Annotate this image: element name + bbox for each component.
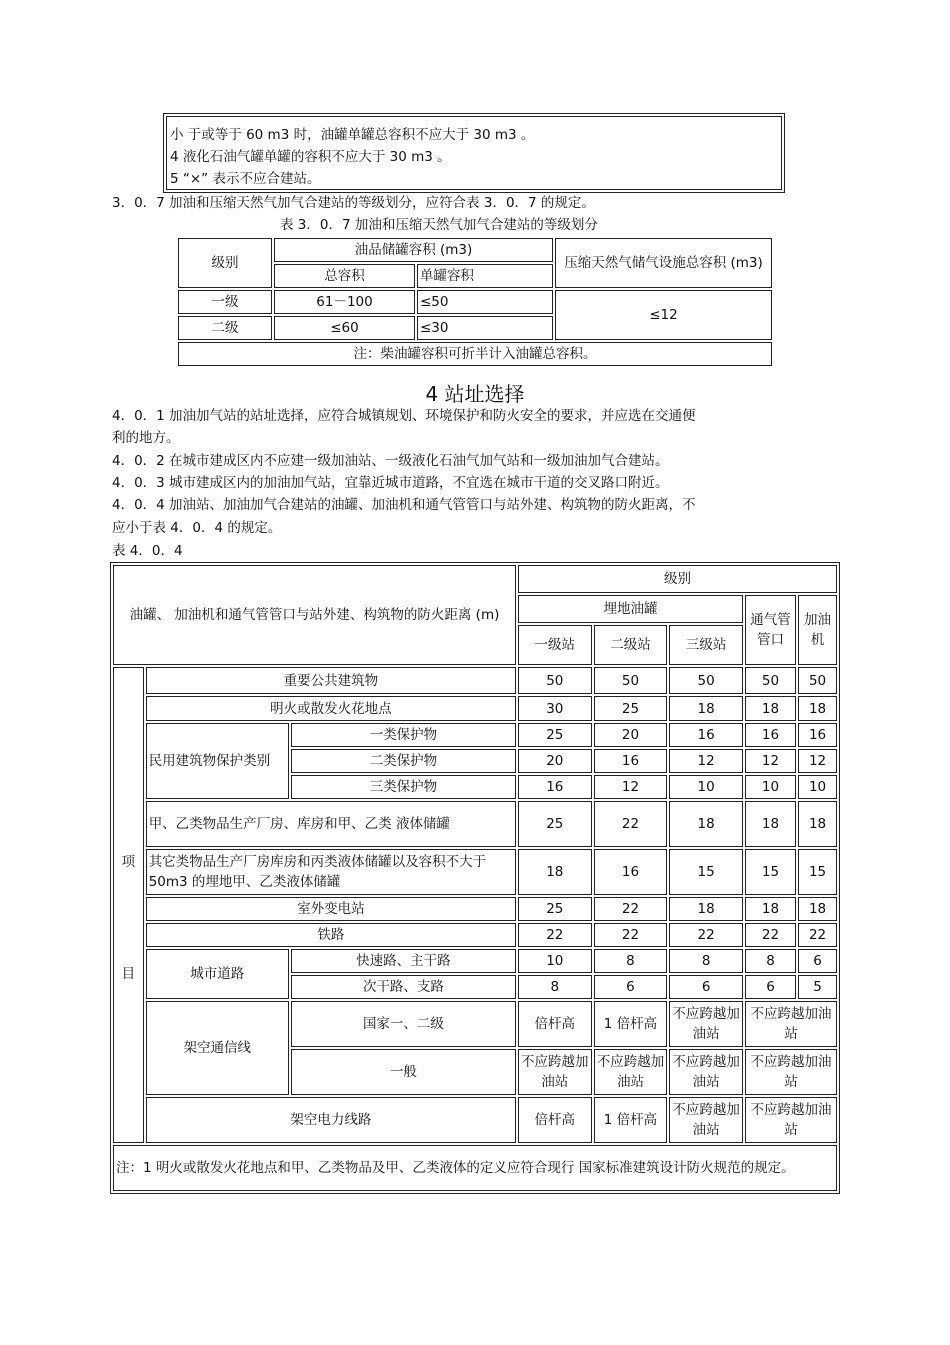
table2-caption: 表 4．0．4 <box>112 543 183 559</box>
clause-line: 4．0．1 加油加气站的站址选择，应符合城镇规划、环境保护和防火安全的要求，并应选在交通便 <box>112 408 696 424</box>
cell: 不应跨越加油站 <box>745 1097 837 1143</box>
row-name: 一般 <box>291 1049 516 1095</box>
header-grade-2: 二级站 <box>594 625 668 665</box>
table1-note: 注：柴油罐容积可折半计入油罐总容积。 <box>178 342 772 366</box>
cell: 8 <box>669 949 743 973</box>
top-note-line: 小 于或等于 60 m3 时，油罐单罐总容积不应大于 30 m3 。 <box>170 127 535 143</box>
clause-line: 4．0．2 在城市建成区内不应建一级加油站、一级液化石油气加气站和一级加油加气合建站。 <box>112 453 669 469</box>
cell-single: ≤30 <box>417 316 553 340</box>
cell: 25 <box>594 696 668 721</box>
cell: 15 <box>798 849 837 895</box>
table-row <box>113 949 837 973</box>
table-row <box>113 723 837 747</box>
row-name: 二类保护物 <box>291 749 516 773</box>
table2-note: 注：1 明火或散发火花地点和甲、乙类物品及甲、乙类液体的定义应符合现行 国家标准建筑设计防火规范的规定。 <box>113 1145 837 1191</box>
cell: 16 <box>745 723 796 747</box>
cell: 12 <box>669 749 743 773</box>
table-row <box>113 1097 837 1143</box>
cell: 15 <box>669 849 743 895</box>
row-name: 铁路 <box>146 923 516 947</box>
header-level: 级别 <box>518 565 837 593</box>
cell: 50 <box>518 667 592 694</box>
item-label-bottom: 目 <box>121 966 136 982</box>
cell: 15 <box>745 849 796 895</box>
cell: 不应跨越加油站 <box>669 1001 743 1047</box>
cell: 25 <box>518 801 592 847</box>
cell: 16 <box>594 849 668 895</box>
cell-cng: ≤12 <box>555 290 772 340</box>
header-description: 油罐、 加油机和通气管管口与站外建、构筑物的防火距离 (m) <box>113 565 516 665</box>
header-single: 单罐容积 <box>417 264 553 288</box>
cell: 1 倍杆高 <box>594 1097 668 1143</box>
cell: 不应跨越加油站 <box>518 1049 592 1095</box>
group-road: 城市道路 <box>146 949 289 999</box>
cell: 18 <box>669 897 743 921</box>
cell: 18 <box>669 696 743 721</box>
cell: 12 <box>745 749 796 773</box>
cell: 8 <box>745 949 796 973</box>
cell: 22 <box>518 923 592 947</box>
table-row <box>113 667 837 694</box>
cell: 18 <box>798 897 837 921</box>
header-level: 级别 <box>178 238 272 288</box>
cell: 20 <box>518 749 592 773</box>
cell: 18 <box>745 897 796 921</box>
table-row <box>113 696 837 721</box>
top-note-line: 5 “×” 表示不应合建站。 <box>170 171 321 187</box>
clause-line: 利的地方。 <box>112 430 180 446</box>
clause-line: 4．0．3 城市建成区内的加油加气站，宜靠近城市道路，不宜选在城市干道的交叉路口附近。 <box>112 475 669 491</box>
clause-3-0-7: 3．0．7 加油和压缩天然气加气合建站的等级划分，应符合表 3．0．7 的规定。 <box>112 195 595 211</box>
top-note-box <box>166 116 782 190</box>
item-label <box>113 667 144 1143</box>
table-row <box>113 923 837 947</box>
cell: 18 <box>745 696 796 721</box>
row-name: 其它类物品生产厂房库房和丙类液体储罐以及容积不大于 50m3 的埋地甲、乙类液体储罐 <box>146 849 516 895</box>
cell: 不应跨越加油站 <box>745 1049 837 1095</box>
cell: 18 <box>798 801 837 847</box>
cell: 16 <box>669 723 743 747</box>
header-vent: 通气管管口 <box>745 595 796 665</box>
top-note-line: 4 液化石油气罐单罐的容积不应大于 30 m3 。 <box>170 149 451 165</box>
cell: 22 <box>798 923 837 947</box>
item-label-top: 项 <box>121 854 136 870</box>
cell: 6 <box>594 975 668 999</box>
cell: 16 <box>518 775 592 799</box>
cell: 22 <box>669 923 743 947</box>
header-buried-tank: 埋地油罐 <box>518 595 743 623</box>
row-name: 三类保护物 <box>291 775 516 799</box>
cell: 5 <box>798 975 837 999</box>
table-row <box>113 801 837 847</box>
cell: 1 倍杆高 <box>594 1001 668 1047</box>
cell: 25 <box>518 897 592 921</box>
row-name: 室外变电站 <box>146 897 516 921</box>
cell-total: ≤60 <box>274 316 415 340</box>
group-civil: 民用建筑物保护类别 <box>146 723 289 799</box>
table-row <box>113 849 837 895</box>
cell: 22 <box>594 923 668 947</box>
cell: 倍杆高 <box>518 1097 592 1143</box>
cell: 10 <box>798 775 837 799</box>
row-name: 架空电力线路 <box>146 1097 516 1143</box>
cell: 22 <box>594 801 668 847</box>
grade-table <box>176 236 774 368</box>
cell: 6 <box>798 949 837 973</box>
table-row <box>113 1001 837 1047</box>
cell: 8 <box>518 975 592 999</box>
header-cng-volume: 压缩天然气储气设施总容积 (m3) <box>555 238 772 288</box>
cell: 不应跨越加油站 <box>669 1097 743 1143</box>
cell: 18 <box>798 696 837 721</box>
row-name: 重要公共建筑物 <box>146 667 516 694</box>
cell: 16 <box>798 723 837 747</box>
header-total: 总容积 <box>274 264 415 288</box>
cell: 8 <box>594 949 668 973</box>
cell-single: ≤50 <box>417 290 553 314</box>
table1-caption: 表 3．0．7 加油和压缩天然气加气合建站的等级划分 <box>280 217 598 233</box>
cell: 不应跨越加油站 <box>745 1001 837 1047</box>
header-dispenser: 加油机 <box>798 595 837 665</box>
section-title: 4 站址选择 <box>425 382 525 406</box>
header-oil-volume: 油品储罐容积 (m3) <box>274 238 553 262</box>
cell: 22 <box>594 897 668 921</box>
cell: 50 <box>594 667 668 694</box>
cell: 10 <box>518 949 592 973</box>
clause-line: 4．0．4 加油站、加油加气合建站的油罐、加油机和通气管管口与站外建、构筑物的防火距离，不 <box>112 497 696 513</box>
table-row <box>178 290 772 314</box>
row-name: 一类保护物 <box>291 723 516 747</box>
cell: 6 <box>745 975 796 999</box>
header-grade-1: 一级站 <box>518 625 592 665</box>
cell: 10 <box>745 775 796 799</box>
row-name: 次干路、支路 <box>291 975 516 999</box>
row-name: 国家一、二级 <box>291 1001 516 1047</box>
cell-total: 61－100 <box>274 290 415 314</box>
cell-level: 一级 <box>178 290 272 314</box>
cell: 6 <box>669 975 743 999</box>
cell: 50 <box>798 667 837 694</box>
row-name: 快速路、主干路 <box>291 949 516 973</box>
cell: 12 <box>798 749 837 773</box>
cell: 30 <box>518 696 592 721</box>
table-row <box>113 897 837 921</box>
cell: 18 <box>745 801 796 847</box>
cell: 20 <box>594 723 668 747</box>
cell: 不应跨越加油站 <box>669 1049 743 1095</box>
cell: 50 <box>669 667 743 694</box>
cell: 25 <box>518 723 592 747</box>
row-name: 甲、乙类物品生产厂房、库房和甲、乙类 液体储罐 <box>146 801 516 847</box>
cell: 不应跨越加油站 <box>594 1049 668 1095</box>
cell: 22 <box>745 923 796 947</box>
header-grade-3: 三级站 <box>669 625 743 665</box>
cell: 18 <box>669 801 743 847</box>
row-name: 明火或散发火花地点 <box>146 696 516 721</box>
cell: 18 <box>518 849 592 895</box>
cell: 12 <box>594 775 668 799</box>
group-telecom: 架空通信线 <box>146 1001 289 1095</box>
fire-distance-table <box>110 562 840 1194</box>
cell: 倍杆高 <box>518 1001 592 1047</box>
cell: 10 <box>669 775 743 799</box>
cell: 50 <box>745 667 796 694</box>
cell: 16 <box>594 749 668 773</box>
clause-line: 应小于表 4．0．4 的规定。 <box>112 520 282 536</box>
cell-level: 二级 <box>178 316 272 340</box>
